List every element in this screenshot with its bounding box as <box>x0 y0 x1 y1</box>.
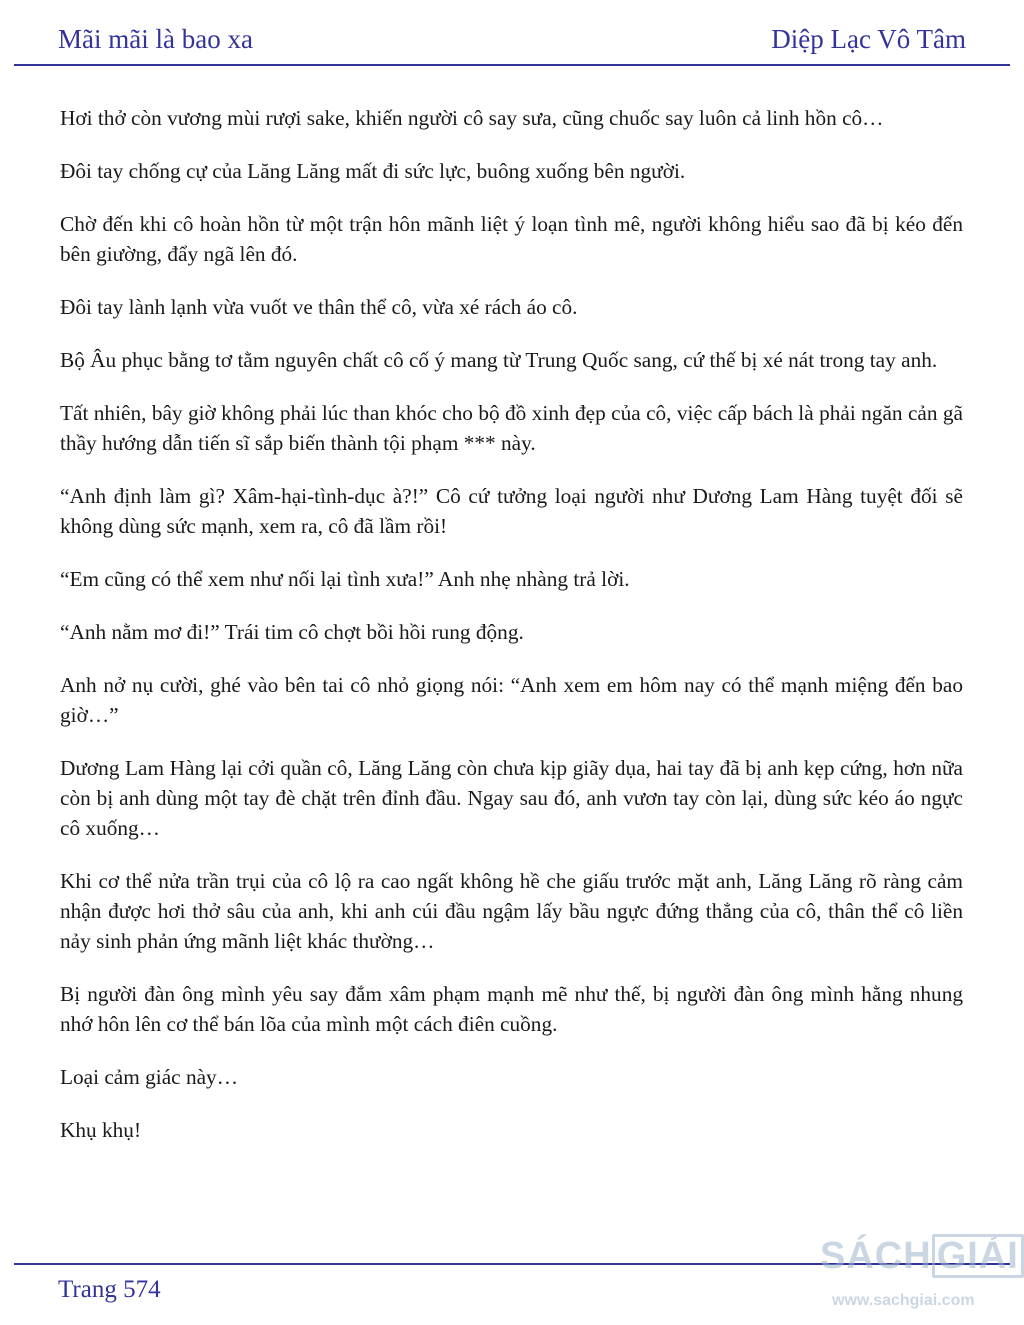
book-title: Mãi mãi là bao xa <box>58 24 253 54</box>
page-number: Trang 574 <box>58 1276 161 1303</box>
watermark-wordmark <box>820 1234 1024 1278</box>
paragraph: Hơi thở còn vương mùi rượi sake, khiến người cô say sưa, cũng chuốc say luôn cả linh hồn cô… <box>60 106 884 130</box>
author-name: Diệp Lạc Vô Tâm <box>771 24 966 54</box>
paragraph: Bị người đàn ông mình yêu say đắm xâm phạm mạnh mẽ như thế, bị người đàn ông mình hằng nhung nhớ hôn lên cơ thể bán lõa của mình một cách điên cuồng. <box>60 982 963 1036</box>
paragraph: Chờ đến khi cô hoàn hồn từ một trận hôn mãnh liệt ý loạn tình mê, người không hiểu sao đã bị kéo đến bên giường, đẩy ngã lên đó. <box>60 212 963 266</box>
paragraph: “Anh định làm gì? Xâm-hại-tình-dục à?!” Cô cứ tưởng loại người như Dương Lam Hàng tuyệt đối sẽ không dùng sức mạnh, xem ra, cô đã lầm rồi! <box>60 484 963 538</box>
paragraph: Đôi tay lành lạnh vừa vuốt ve thân thể cô, vừa xé rách áo cô. <box>60 295 578 319</box>
paragraph: “Em cũng có thể xem như nối lại tình xưa!” Anh nhẹ nhàng trả lời. <box>60 567 630 591</box>
paragraph: Loại cảm giác này… <box>60 1065 238 1089</box>
paragraph: “Anh nằm mơ đi!” Trái tim cô chợt bồi hồi rung động. <box>60 620 524 644</box>
paragraph: Khụ khụ! <box>60 1118 142 1142</box>
paragraph: Dương Lam Hàng lại cởi quần cô, Lăng Lăng còn chưa kịp giãy dụa, hai tay đã bị anh kẹp cứng, hơn nữa còn bị anh dùng một tay đè chặt trên đỉnh đầu. Ngay sau đó, anh vươn tay còn lại, dùng sức kéo áo ngực cô xuống… <box>60 756 963 840</box>
page-body <box>60 103 963 1168</box>
watermark-logo <box>820 1232 1020 1322</box>
watermark-url: www.sachgiai.com <box>832 1292 975 1309</box>
paragraph: Anh nở nụ cười, ghé vào bên tai cô nhỏ giọng nói: “Anh xem em hôm nay có thể mạnh miệng đến bao giờ…” <box>60 673 963 727</box>
header-divider <box>14 64 1010 66</box>
paragraph: Tất nhiên, bây giờ không phải lúc than khóc cho bộ đồ xinh đẹp của cô, việc cấp bách là phải ngăn cản gã thầy hướng dẫn tiến sĩ sắp biến thành tội phạm *** này. <box>60 401 963 455</box>
watermark-text-boxed: GIẢI <box>932 1234 1024 1278</box>
paragraph: Đôi tay chống cự của Lăng Lăng mất đi sức lực, buông xuống bên người. <box>60 159 686 183</box>
page-header <box>0 0 1024 66</box>
watermark-text-left: SÁCH <box>820 1235 932 1277</box>
paragraph: Khi cơ thể nửa trần trụi của cô lộ ra cao ngất không hề che giấu trước mặt anh, Lăng Lăng rõ ràng cảm nhận được hơi thở sâu của anh, khi anh cúi đầu ngậm lấy bầu ngực đứng thẳng của cô, thân thể cô liền nảy sinh phản ứng mãnh liệt khác thường… <box>60 869 963 953</box>
paragraph: Bộ Âu phục bằng tơ tằm nguyên chất cô cố ý mang từ Trung Quốc sang, cứ thế bị xé nát trong tay anh. <box>60 348 938 372</box>
